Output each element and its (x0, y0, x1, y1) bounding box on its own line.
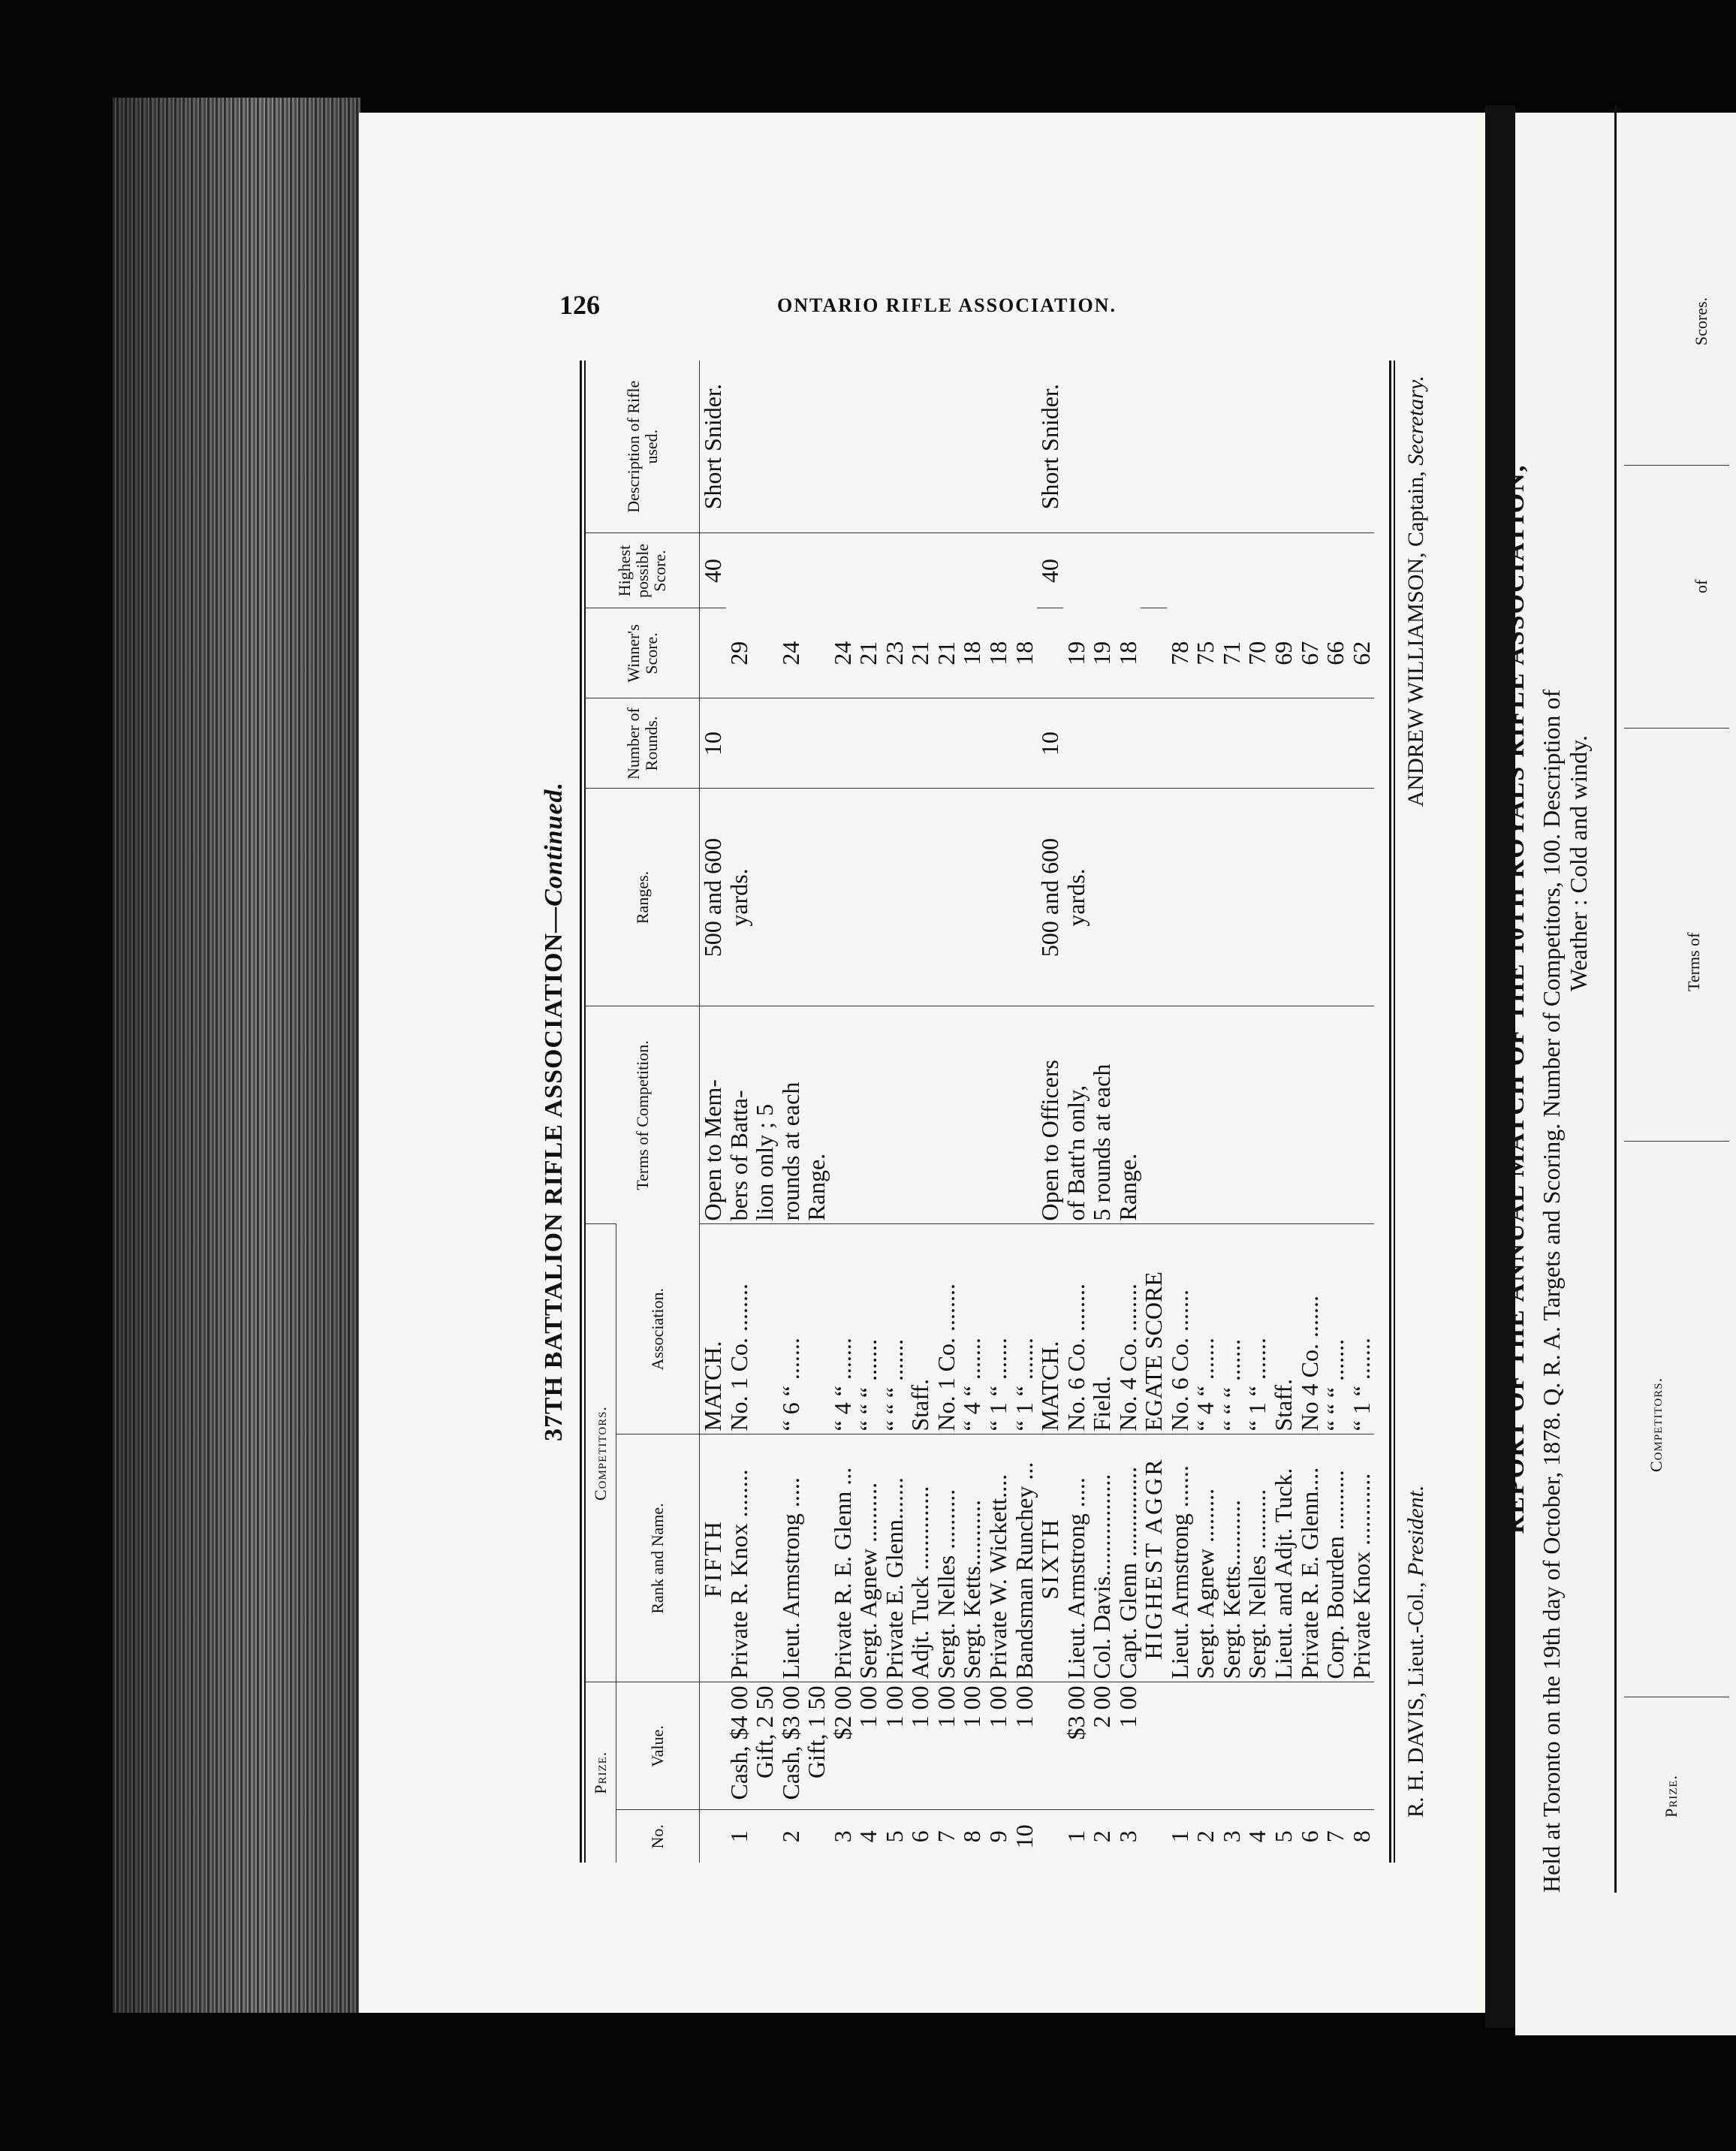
competitor-rank-name: Lieut. Armstrong ..... (778, 1435, 804, 1682)
page-number: 126 (559, 290, 600, 320)
competitor-association: No. 6 Co. ........ (1063, 1224, 1090, 1435)
competitor-association: “ 1 “ ....... (1011, 1224, 1038, 1435)
blank-cell (1141, 1810, 1167, 1863)
prize-value (1297, 1682, 1323, 1810)
header-no: No. (616, 1810, 700, 1863)
section-title-left: SIXTH (1037, 1435, 1063, 1682)
prize-number: 1 (1167, 1810, 1193, 1863)
prize-value: Gift, 2 50 (752, 1682, 778, 1810)
competitor-rank-name: Sergt. Ketts........... (959, 1435, 985, 1682)
winner-score: 71 (1217, 641, 1245, 665)
running-head: ONTARIO RIFLE ASSOCIATION. (777, 294, 1117, 316)
number-of-rounds: 10 (1037, 698, 1141, 789)
prize-value (1167, 1682, 1193, 1810)
prize-number: 8 (1349, 1810, 1375, 1863)
rotated-score-table (541, 361, 1472, 1863)
competitor-rank-name: Sergt. Nelles .......... (1244, 1435, 1270, 1682)
prize-number: 1 (1063, 1810, 1090, 1863)
winner-score: 78 (1165, 641, 1193, 665)
header-terms: Terms of Competition. (586, 1006, 700, 1224)
prize-number: 2 (1192, 1810, 1219, 1863)
competitor-association: “ 6 “ ....... (778, 1224, 804, 1435)
prize-number: 7 (1322, 1810, 1349, 1863)
prize-number: 4 (1244, 1810, 1270, 1863)
next-header-prize: Prize. (1662, 1774, 1680, 1818)
competitor-rank-name: Private Knox ............ (1349, 1435, 1375, 1682)
number-of-rounds (1141, 698, 1374, 789)
winner-score-spacer (700, 608, 726, 698)
winner-score: 66 (1322, 641, 1349, 665)
competitor-rank-name: Sergt. Agnew .......... (855, 1435, 882, 1682)
next-col-divider (1624, 1141, 1729, 1142)
prize-value: 1 00 (882, 1682, 908, 1810)
section-title-right: EGATE SCORE (1141, 1224, 1167, 1435)
winner-score: 18 (984, 641, 1012, 665)
competitor-rank-name: Private R. Knox ........ (726, 1435, 752, 1682)
header-association: Association. (616, 1224, 700, 1435)
prize-value: 1 00 (933, 1682, 960, 1810)
terms-of-competition (1141, 1006, 1374, 1224)
competitor-association: “ “ “ ....... (1322, 1224, 1349, 1435)
ranges (1141, 789, 1374, 1006)
top-double-rule (580, 361, 582, 1863)
terms-of-competition (700, 1006, 1038, 1224)
winner-score: 24 (828, 641, 856, 665)
section-title-left: FIFTH (700, 1435, 726, 1682)
prize-number: 3 (1219, 1810, 1245, 1863)
winner-score (752, 608, 778, 698)
section-heading-row (1141, 361, 1167, 1863)
competitor-rank-name: Sergt. Ketts........... (1219, 1435, 1245, 1682)
prize-value: 1 00 (907, 1682, 933, 1810)
next-col-divider (1624, 465, 1729, 466)
ranges-line: yards. (725, 868, 752, 927)
table-title: 37TH BATTALION RIFLE ASSOCIATION—Continued. (540, 781, 568, 1442)
competitor-rank-name: Corp. Bourden .......... (1322, 1435, 1349, 1682)
rotated-next-report (1502, 105, 1727, 1893)
header-rank-name: Rank and Name. (616, 1435, 700, 1682)
winner-score: 29 (725, 641, 752, 665)
next-report-header (1614, 105, 1729, 1893)
competitor-rank-name: Private E. Glenn....... (882, 1435, 908, 1682)
next-report-details: Held at Toronto on the 19th day of October, 1878. Q. R. A. Targets and Scoring. Number of Competitors, 100. Description of (1538, 689, 1565, 1893)
prize-value: Cash, $4 00 (726, 1682, 752, 1810)
header-highest-possible: Highest possible Score. (586, 533, 700, 608)
winner-score: 19 (1062, 641, 1090, 665)
terms-line: of Batt'n only, (1062, 1085, 1090, 1221)
prize-value: 2 00 (1089, 1682, 1115, 1810)
prize-value (1270, 1682, 1297, 1810)
next-header-of: of (1692, 579, 1710, 593)
prize-value (1244, 1682, 1270, 1810)
next-report-weather: Weather : Cold and windy. (1565, 735, 1592, 991)
competitor-rank-name: Col. Davis................. (1089, 1435, 1115, 1682)
blank-cell (1037, 1810, 1063, 1863)
competitor-association: “ 1 “ ....... (1349, 1224, 1375, 1435)
prize-number (752, 1810, 778, 1863)
competitor-rank-name (752, 1435, 778, 1682)
secretary-signature: ANDREW WILLIAMSON, Captain, Secretary. (1403, 376, 1428, 807)
winner-score-spacer (1141, 608, 1167, 698)
rifle-description: Short Snider. (699, 384, 726, 510)
prize-number: 10 (1011, 1810, 1038, 1863)
winner-score (803, 608, 830, 698)
prize-number: 2 (1089, 1810, 1115, 1863)
score-table (586, 361, 1374, 1863)
competitor-association: No. 4 Co. ........ (1115, 1224, 1141, 1435)
competitor-rank-name: Lieut. and Adjt. Tuck. (1270, 1435, 1297, 1682)
prize-number: 1 (726, 1810, 752, 1863)
competitor-association: No. 1 Co. ........ (726, 1224, 752, 1435)
prize-value: Cash, $3 00 (778, 1682, 804, 1810)
blank-cell (1141, 1682, 1167, 1810)
winner-score: 21 (932, 641, 960, 665)
competitor-rank-name: Adjt. Tuck .............. (907, 1435, 933, 1682)
section-heading-row (1037, 361, 1063, 1863)
header-competitors: Competitors. (586, 1224, 616, 1682)
winner-score: 24 (776, 641, 804, 665)
winner-score: 70 (1243, 641, 1271, 665)
competitor-rank-name: Capt. Glenn ............... (1115, 1435, 1141, 1682)
next-report-title: REPORT OF THE ANNUAL MATCH OF THE 10TH ROYALS RIFLE ASSOCIATION, (1502, 463, 1530, 1534)
prize-value: Gift, 1 50 (803, 1682, 830, 1810)
prize-number: 5 (882, 1810, 908, 1863)
next-header-scores: Scores. (1692, 297, 1710, 345)
bottom-double-rule (1389, 361, 1391, 1863)
terms-line: bers of Batta- (725, 1090, 752, 1221)
header-rounds: Number of Rounds. (586, 698, 700, 789)
bottom-rule-inner (1394, 361, 1395, 1863)
winner-score: 18 (958, 641, 986, 665)
winner-score: 21 (906, 641, 934, 665)
competitor-association (803, 1224, 830, 1435)
prize-value: $3 00 (1063, 1682, 1090, 1810)
competitor-rank-name: Sergt. Nelles .......... (933, 1435, 960, 1682)
competitor-association: “ “ “ ....... (855, 1224, 882, 1435)
prize-value: 1 00 (959, 1682, 985, 1810)
prize-value (1349, 1682, 1375, 1810)
prize-number: 3 (1115, 1810, 1141, 1863)
competitor-rank-name (803, 1435, 830, 1682)
competitor-association: Staff. (1270, 1224, 1297, 1435)
ranges-line: 500 and 600 (699, 837, 726, 958)
ranges-line: yards. (1062, 868, 1090, 927)
prize-value: 1 00 (1011, 1682, 1038, 1810)
ranges (1037, 789, 1141, 1006)
competitor-association: “ 1 “ ....... (1244, 1224, 1270, 1435)
winner-score: 21 (854, 641, 882, 665)
header-ranges: Ranges. (586, 789, 700, 1006)
competitor-association: Field. (1089, 1224, 1115, 1435)
competitor-association (752, 1224, 778, 1435)
prize-value (1219, 1682, 1245, 1810)
winner-score: 67 (1295, 641, 1323, 665)
terms-line: Range. (803, 1153, 830, 1221)
terms-line: 5 rounds at each (1088, 1063, 1116, 1221)
section-heading-row (700, 361, 726, 1863)
terms-line: rounds at each (776, 1082, 804, 1221)
competitor-association: No. 6 Co. ....... (1167, 1224, 1193, 1435)
section-title-right: MATCH. (700, 1224, 726, 1435)
highest-possible-score: 40 (700, 533, 1038, 608)
rifle-description (1141, 361, 1374, 533)
prize-number: 4 (855, 1810, 882, 1863)
competitor-association: “ 4 “ ....... (1192, 1224, 1219, 1435)
prize-number: 9 (985, 1810, 1011, 1863)
competitor-association: Staff. (907, 1224, 933, 1435)
next-col-divider (1624, 728, 1729, 729)
blank-cell (1037, 1682, 1063, 1810)
section-title-right: MATCH. (1037, 1224, 1063, 1435)
prize-number: 3 (830, 1810, 856, 1863)
prize-number (803, 1810, 830, 1863)
highest-possible-score (1141, 533, 1374, 608)
header-winner-score: Winner's Score. (586, 608, 700, 698)
competitor-association: “ 1 “ ....... (985, 1224, 1011, 1435)
prize-value (1322, 1682, 1349, 1810)
winner-score: 19 (1088, 641, 1116, 665)
ranges (700, 789, 1038, 1006)
terms-line: Range. (1114, 1153, 1141, 1221)
competitor-rank-name: Sergt. Agnew ......... (1192, 1435, 1219, 1682)
header-rifle: Description of Rifle used. (586, 361, 700, 533)
header-value: Value. (616, 1682, 700, 1810)
prize-number: 8 (959, 1810, 985, 1863)
president-signature: R. H. DAVIS, Lieut.-Col., President. (1403, 1485, 1428, 1818)
winner-score: 75 (1192, 641, 1219, 665)
prize-number: 6 (1297, 1810, 1323, 1863)
blank-cell (700, 1682, 726, 1810)
competitor-rank-name: Private R. E. Glenn.... (1297, 1435, 1323, 1682)
blank-cell (700, 1810, 726, 1863)
terms-line: Open to Officers (1036, 1060, 1064, 1221)
prize-value (1192, 1682, 1219, 1810)
terms-of-competition (1037, 1006, 1141, 1224)
header-prize: Prize. (586, 1682, 616, 1863)
competitor-association: “ “ “ ....... (1219, 1224, 1245, 1435)
competitor-association: “ “ “ ....... (882, 1224, 908, 1435)
competitor-association: No. 1 Co. ........ (933, 1224, 960, 1435)
competitor-association: “ 4 “ ....... (959, 1224, 985, 1435)
prize-value: 1 00 (1115, 1682, 1141, 1810)
prize-value: 1 00 (985, 1682, 1011, 1810)
prize-number: 7 (933, 1810, 960, 1863)
book-edge-shadow (113, 98, 360, 2013)
next-header-terms: Terms of (1684, 932, 1703, 991)
prize-value: $2 00 (830, 1682, 856, 1810)
section-title-left: HIGHEST AGGR (1141, 1435, 1167, 1682)
terms-line: Open to Mem- (699, 1079, 726, 1221)
number-of-rounds: 10 (700, 698, 1038, 789)
competitor-rank-name: Bandsman Runchey ... (1011, 1435, 1038, 1682)
rifle-description: Short Snider. (1036, 384, 1064, 510)
competitor-rank-name: Private W. Wickett.... (985, 1435, 1011, 1682)
winner-score: 18 (1010, 641, 1038, 665)
competitor-association: “ 4 “ ....... (830, 1224, 856, 1435)
highest-possible-score: 40 (1037, 533, 1141, 608)
winner-score-spacer (1037, 608, 1063, 698)
prize-number: 2 (778, 1810, 804, 1863)
winner-score: 62 (1347, 641, 1375, 665)
competitor-rank-name: Lieut. Armstrong ....... (1167, 1435, 1193, 1682)
winner-score: 18 (1114, 641, 1141, 665)
prize-number: 5 (1270, 1810, 1297, 1863)
next-header-competitors: Competitors. (1647, 1377, 1665, 1472)
prize-number: 6 (907, 1810, 933, 1863)
winner-score: 23 (880, 641, 908, 665)
competitor-rank-name: Private R. E. Glenn ... (830, 1435, 856, 1682)
winner-score: 69 (1270, 641, 1297, 665)
ranges-line: 500 and 600 (1036, 837, 1064, 958)
competitor-rank-name: Lieut. Armstrong ..... (1063, 1435, 1090, 1682)
terms-line: lion only ; 5 (751, 1103, 779, 1221)
prize-value: 1 00 (855, 1682, 882, 1810)
table-body (700, 361, 1375, 1863)
competitor-association: No 4 Co. ....... (1297, 1224, 1323, 1435)
